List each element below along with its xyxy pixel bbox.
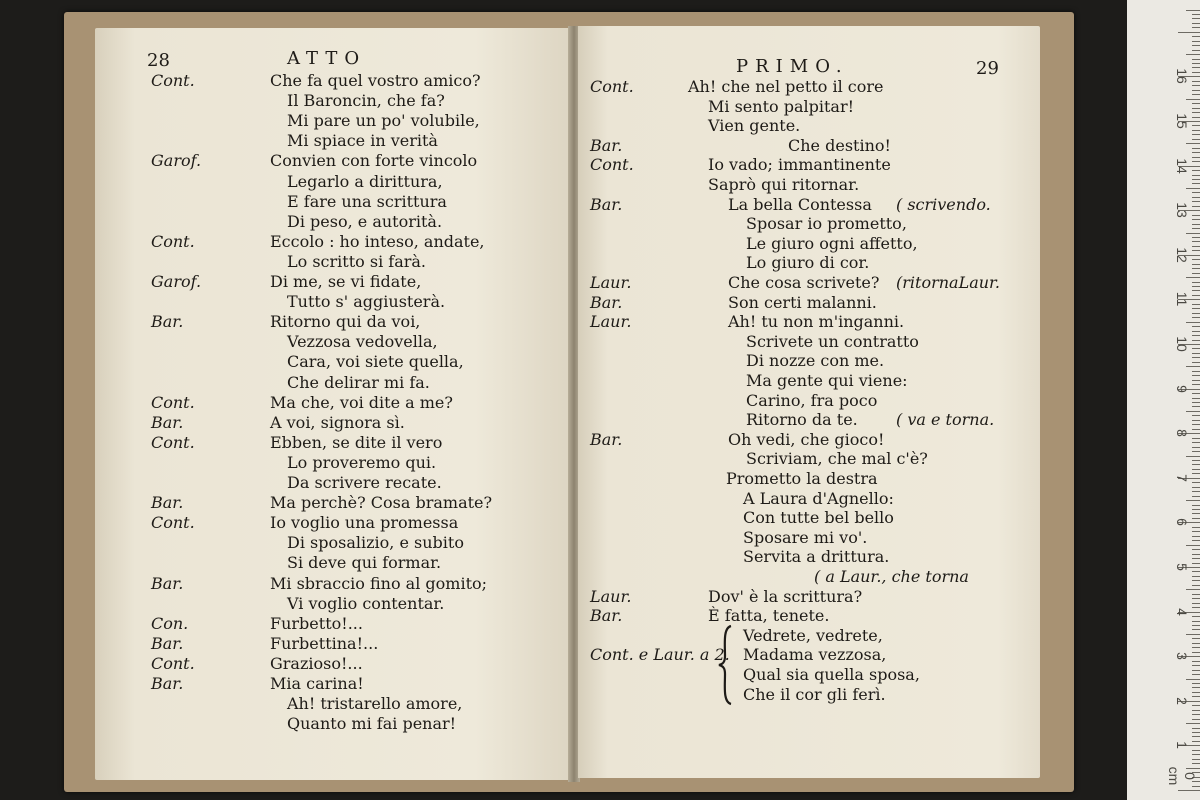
verse-line: A Laura d'Agnello: [743, 488, 894, 508]
verse-line: Lo giuro di cor. [746, 253, 870, 273]
verse-line: Di sposalizio, e subito [287, 533, 464, 553]
ruler-tick [1186, 277, 1200, 278]
ruler-tick [1192, 705, 1200, 706]
speaker-name: Bar. [590, 194, 623, 214]
ruler-tick [1192, 540, 1200, 541]
verse-line: Dov' è la scrittura? [708, 586, 863, 606]
ruler-tick [1192, 558, 1200, 559]
verse-line: La bella Contessa [728, 194, 872, 214]
ruler-tick [1192, 348, 1200, 349]
ruler-tick [1186, 411, 1200, 412]
ruler-tick [1192, 576, 1200, 577]
speaker-name: Bar. [590, 135, 623, 155]
verse-line: Sposare mi vo'. [743, 527, 868, 547]
ruler-tick [1192, 72, 1200, 73]
ruler-tick [1186, 143, 1200, 144]
ruler-tick [1192, 420, 1200, 421]
ruler-tick [1186, 99, 1200, 100]
verse-line: Lo scritto si farà. [287, 251, 427, 271]
ruler-unit-label: 0 cm [1166, 766, 1198, 786]
ruler-number: 9 [1174, 384, 1190, 393]
ruler-number: 16 [1174, 68, 1190, 85]
verse-line: Vezzosa vedovella, [287, 332, 438, 352]
speaker-name: Laur. [590, 312, 632, 332]
ruler-tick [1192, 692, 1200, 693]
verse-line: Che delirar mi fa. [287, 372, 430, 392]
ruler-tick [1192, 295, 1200, 296]
ruler-tick [1192, 616, 1200, 617]
speaker-name: Cont. [590, 155, 634, 175]
ruler-tick [1192, 362, 1200, 363]
ruler-tick [1192, 108, 1200, 109]
ruler-tick [1192, 665, 1200, 666]
ruler-tick [1192, 598, 1200, 599]
verse-line: Vedrete, vedrete, [743, 625, 883, 645]
verse-line: Furbetto!... [270, 613, 363, 633]
ruler-tick [1192, 736, 1200, 737]
verse-line: Convien con forte vincolo [270, 151, 478, 171]
speaker-name: Bar. [590, 606, 623, 626]
ruler-tick [1192, 402, 1200, 403]
page-number: 29 [976, 58, 999, 79]
ruler-tick [1192, 134, 1200, 135]
verse-line: Io voglio una promessa [270, 513, 459, 533]
ruler-tick [1192, 438, 1200, 439]
speaker-name: Cont. [151, 653, 195, 673]
ruler-tick [1192, 90, 1200, 91]
ruler-tick [1192, 117, 1200, 118]
ruler-tick [1192, 728, 1200, 729]
ruler-tick [1192, 732, 1200, 733]
ruler-tick [1186, 500, 1200, 501]
ruler-tick [1192, 290, 1200, 291]
ruler-tick [1192, 536, 1200, 537]
ruler-tick [1186, 545, 1200, 546]
ruler-tick [1192, 442, 1200, 443]
ruler-tick [1192, 469, 1200, 470]
verse-line: Sposar io prometto, [746, 214, 907, 234]
verse-line: Con tutte bel bello [743, 508, 894, 528]
ruler-tick [1192, 179, 1200, 180]
ruler-tick [1186, 322, 1200, 323]
verse-line: Il Baroncin, che fa? [287, 91, 445, 111]
ruler-tick [1192, 139, 1200, 140]
speaker-name: Cont. [151, 513, 195, 533]
ruler-tick [1186, 589, 1200, 590]
page-number: 28 [147, 50, 170, 71]
ruler-tick [1192, 14, 1200, 15]
ruler-tick [1192, 674, 1200, 675]
ruler-tick [1192, 175, 1200, 176]
speaker-name: Bar. [151, 573, 184, 593]
ruler-tick [1186, 456, 1200, 457]
measuring-ruler [1127, 0, 1200, 800]
stage-direction: (ritornaLaur. [896, 273, 1001, 292]
speaker-name: Bar. [151, 412, 184, 432]
ruler-tick [1192, 527, 1200, 528]
speaker-name: Cont. [151, 432, 195, 452]
ruler-tick [1192, 85, 1200, 86]
ruler-number: 7 [1174, 473, 1190, 482]
ruler-tick [1192, 112, 1200, 113]
ruler-tick [1192, 549, 1200, 550]
stage-direction: ( scrivendo. [896, 194, 991, 214]
ruler-tick [1186, 188, 1200, 189]
stage-direction: ( va e torna. [896, 410, 995, 430]
ruler-tick [1192, 27, 1200, 28]
ruler-number: 11 [1174, 292, 1190, 307]
ruler-tick [1192, 215, 1200, 216]
verse-line: Qual sia quella sposa, [743, 665, 920, 684]
verse-line: A voi, signora sì. [270, 412, 405, 432]
speaker-name: Bar. [151, 312, 184, 332]
ruler-tick [1192, 286, 1200, 287]
ruler-tick [1192, 473, 1200, 474]
verse-line: Ma gente qui viene: [746, 371, 908, 390]
ruler-tick [1192, 224, 1200, 225]
verse-line: Che destino! [788, 135, 891, 155]
verse-line: Che cosa scrivete? [728, 273, 880, 292]
ruler-tick [1192, 340, 1200, 341]
running-head: PRIMO. [736, 56, 849, 77]
verse-line: Mi pare un po' volubile, [287, 111, 480, 131]
ruler-tick [1192, 647, 1200, 648]
ruler-tick [1192, 206, 1200, 207]
ruler-tick [1192, 754, 1200, 755]
verse-line: Saprò qui ritornar. [708, 175, 860, 194]
ruler-tick [1186, 679, 1200, 680]
ruler-tick [1192, 750, 1200, 751]
verse-line: Carino, fra poco [746, 390, 878, 410]
ruler-tick [1192, 509, 1200, 510]
speaker-name: Cont. [151, 231, 195, 251]
ruler-tick [1192, 50, 1200, 51]
speaker-name: Garof. [151, 151, 202, 171]
ruler-tick [1192, 157, 1200, 158]
verse-line: Ma perchè? Cosa bramate? [270, 493, 493, 513]
ruler-tick [1192, 415, 1200, 416]
speaker-name: Bar. [151, 633, 184, 653]
ruler-tick [1192, 201, 1200, 202]
ruler-tick [1192, 250, 1200, 251]
ruler-tick [1192, 317, 1200, 318]
ruler-tick [1192, 487, 1200, 488]
verse-line: Ritorno qui da voi, [270, 312, 421, 332]
ruler-tick [1192, 719, 1200, 720]
curly-brace-icon [717, 624, 735, 706]
ruler-tick [1192, 219, 1200, 220]
ruler-tick [1192, 161, 1200, 162]
ruler-tick [1192, 197, 1200, 198]
verse-line: Son certi malanni. [728, 292, 877, 312]
ruler-tick [1192, 554, 1200, 555]
ruler-tick [1192, 585, 1200, 586]
ruler-tick [1192, 652, 1200, 653]
ruler-tick [1192, 268, 1200, 269]
ruler-tick [1192, 304, 1200, 305]
verse-line: Che fa quel vostro amico? [270, 71, 481, 90]
ruler-tick [1192, 183, 1200, 184]
verse-line: Ritorno da te. [746, 410, 858, 430]
verse-line: Scrivete un contratto [746, 331, 919, 351]
ruler-tick [1192, 241, 1200, 242]
ruler-tick [1192, 638, 1200, 639]
ruler-tick [1192, 45, 1200, 46]
ruler-tick [1192, 741, 1200, 742]
ruler-tick [1192, 491, 1200, 492]
ruler-tick [1192, 714, 1200, 715]
ruler-tick [1192, 429, 1200, 430]
ruler-tick [1192, 130, 1200, 131]
ruler-tick [1192, 308, 1200, 309]
ruler-tick [1192, 406, 1200, 407]
running-head: ATTO [287, 48, 367, 69]
ruler-number: 10 [1174, 336, 1190, 352]
ruler-number: 6 [1174, 518, 1190, 527]
ruler-tick [1192, 594, 1200, 595]
verse-line: Madama vezzosa, [743, 645, 887, 665]
verse-line: Si deve qui formar. [287, 553, 442, 573]
verse-line: Scriviam, che mal c'è? [746, 449, 928, 469]
ruler-tick [1192, 683, 1200, 684]
ruler-tick [1192, 63, 1200, 64]
ruler-tick [1192, 384, 1200, 385]
verse-line: Servita a drittura. [743, 547, 890, 567]
verse-line: Che il cor gli ferì. [743, 684, 886, 704]
speaker-name: Con. [151, 613, 189, 633]
ruler-tick [1192, 513, 1200, 514]
verse-line: Legarlo a dirittura, [287, 171, 443, 191]
ruler-tick [1192, 621, 1200, 622]
verse-line: Ah! tu non m'inganni. [728, 312, 905, 332]
ruler-number: 3 [1174, 652, 1190, 661]
ruler-tick [1192, 326, 1200, 327]
ruler-tick [1192, 59, 1200, 60]
speaker-name: Laur. [590, 273, 632, 292]
ruler-tick [1192, 81, 1200, 82]
verse-line: Lo proveremo qui. [287, 452, 437, 472]
speaker-name: Laur. [590, 586, 632, 606]
speaker-name: Cont. e Laur. a 2. [590, 645, 730, 665]
left-page [95, 28, 571, 780]
ruler-tick [1178, 32, 1200, 33]
verse-line: Furbettina!... [270, 633, 379, 653]
stage-direction: ( a Laur., che torna [814, 567, 969, 586]
ruler-tick [1192, 353, 1200, 354]
speaker-name: Bar. [590, 429, 623, 449]
verse-line: Ah! tristarello amore, [287, 694, 463, 714]
ruler-tick [1192, 643, 1200, 644]
ruler-tick [1192, 246, 1200, 247]
ruler-number: 2 [1174, 696, 1190, 705]
verse-line: È fatta, tenete. [708, 606, 830, 626]
ruler-tick [1186, 54, 1200, 55]
verse-line: Le giuro ogni affetto, [746, 233, 918, 253]
ruler-number: 5 [1174, 563, 1190, 571]
ruler-tick [1192, 424, 1200, 425]
ruler-tick [1192, 696, 1200, 697]
ruler-tick [1192, 629, 1200, 630]
ruler-tick [1186, 10, 1200, 11]
ruler-number: 1 [1174, 741, 1190, 750]
ruler-tick [1192, 259, 1200, 260]
ruler-tick [1192, 496, 1200, 497]
ruler-tick [1192, 759, 1200, 760]
ruler-tick [1192, 125, 1200, 126]
right-page [578, 26, 1040, 778]
ruler-number: 4 [1174, 607, 1190, 616]
ruler-tick [1192, 687, 1200, 688]
ruler-tick [1192, 237, 1200, 238]
ruler-tick [1192, 170, 1200, 171]
ruler-tick [1192, 282, 1200, 283]
ruler-tick [1192, 23, 1200, 24]
verse-line: Mi sbraccio fino al gomito; [270, 573, 488, 593]
ruler-tick [1192, 228, 1200, 229]
verse-line: Quanto mi fai penar! [287, 714, 457, 734]
verse-line: Da scrivere recate. [287, 473, 442, 492]
verse-line: Ma che, voi dite a me? [270, 392, 453, 412]
ruler-tick [1192, 152, 1200, 153]
ruler-tick [1192, 398, 1200, 399]
ruler-tick [1192, 375, 1200, 376]
ruler-tick [1192, 18, 1200, 19]
speaker-name: Garof. [151, 272, 202, 291]
ruler-tick [1192, 563, 1200, 564]
ruler-tick [1192, 518, 1200, 519]
verse-line: Mi sento palpitar! [708, 96, 855, 116]
verse-line: Grazioso!... [270, 653, 363, 673]
ruler-tick [1192, 580, 1200, 581]
verse-line: Di peso, e autorità. [287, 211, 443, 231]
ruler-tick [1192, 603, 1200, 604]
verse-line: Mia carina! [270, 674, 364, 693]
ruler-tick [1192, 670, 1200, 671]
ruler-tick [1192, 148, 1200, 149]
ruler-tick [1192, 264, 1200, 265]
ruler-number: 12 [1174, 247, 1190, 263]
ruler-tick [1192, 36, 1200, 37]
ruler-tick [1186, 233, 1200, 234]
ruler-tick [1192, 710, 1200, 711]
verse-line: Di me, se vi fidate, [270, 272, 422, 291]
ruler-tick [1192, 447, 1200, 448]
ruler-tick [1192, 313, 1200, 314]
ruler-tick [1186, 723, 1200, 724]
verse-line: Prometto la destra [726, 469, 878, 488]
ruler-number: 13 [1174, 202, 1190, 218]
ruler-tick [1192, 625, 1200, 626]
verse-line: Vien gente. [708, 116, 801, 136]
speaker-name: Cont. [590, 77, 634, 96]
verse-line: Io vado; immantinente [708, 155, 891, 175]
speaker-name: Bar. [590, 292, 623, 312]
ruler-tick [1192, 482, 1200, 483]
verse-line: Ah! che nel petto il core [688, 77, 884, 96]
ruler-tick [1192, 505, 1200, 506]
ruler-tick [1192, 357, 1200, 358]
ruler-tick [1192, 41, 1200, 42]
ruler-tick [1192, 451, 1200, 452]
ruler-number: 15 [1174, 113, 1190, 129]
speaker-name: Bar. [151, 674, 184, 693]
verse-line: Mi spiace in verità [287, 131, 438, 151]
ruler-tick [1192, 335, 1200, 336]
ruler-number: 14 [1174, 157, 1190, 174]
ruler-tick [1192, 273, 1200, 274]
verse-line: Cara, voi siete quella, [287, 352, 464, 372]
ruler-tick [1192, 393, 1200, 394]
ruler-tick [1192, 331, 1200, 332]
ruler-tick [1192, 464, 1200, 465]
ruler-tick [1192, 94, 1200, 95]
verse-line: E fare una scrittura [287, 191, 447, 211]
ruler-number: 8 [1174, 429, 1190, 438]
ruler-tick [1186, 366, 1200, 367]
speaker-name: Bar. [151, 493, 184, 513]
ruler-tick [1192, 192, 1200, 193]
verse-line: Vi voglio contentar. [287, 593, 445, 613]
ruler-tick [1192, 380, 1200, 381]
verse-line: Eccolo : ho inteso, andate, [270, 231, 485, 251]
verse-line: Oh vedi, che gioco! [728, 429, 885, 449]
verse-line: Ebben, se dite il vero [270, 432, 443, 452]
speaker-name: Cont. [151, 71, 195, 90]
ruler-tick [1192, 661, 1200, 662]
ruler-tick [1186, 634, 1200, 635]
verse-line: Tutto s' aggiusterà. [287, 292, 446, 312]
ruler-tick [1192, 67, 1200, 68]
ruler-tick [1192, 531, 1200, 532]
ruler-tick [1192, 460, 1200, 461]
speaker-name: Cont. [151, 392, 195, 412]
ruler-tick [1192, 607, 1200, 608]
ruler-tick [1192, 371, 1200, 372]
verse-line: Di nozze con me. [746, 351, 885, 371]
ruler-tick [1192, 103, 1200, 104]
ruler-tick [1192, 571, 1200, 572]
